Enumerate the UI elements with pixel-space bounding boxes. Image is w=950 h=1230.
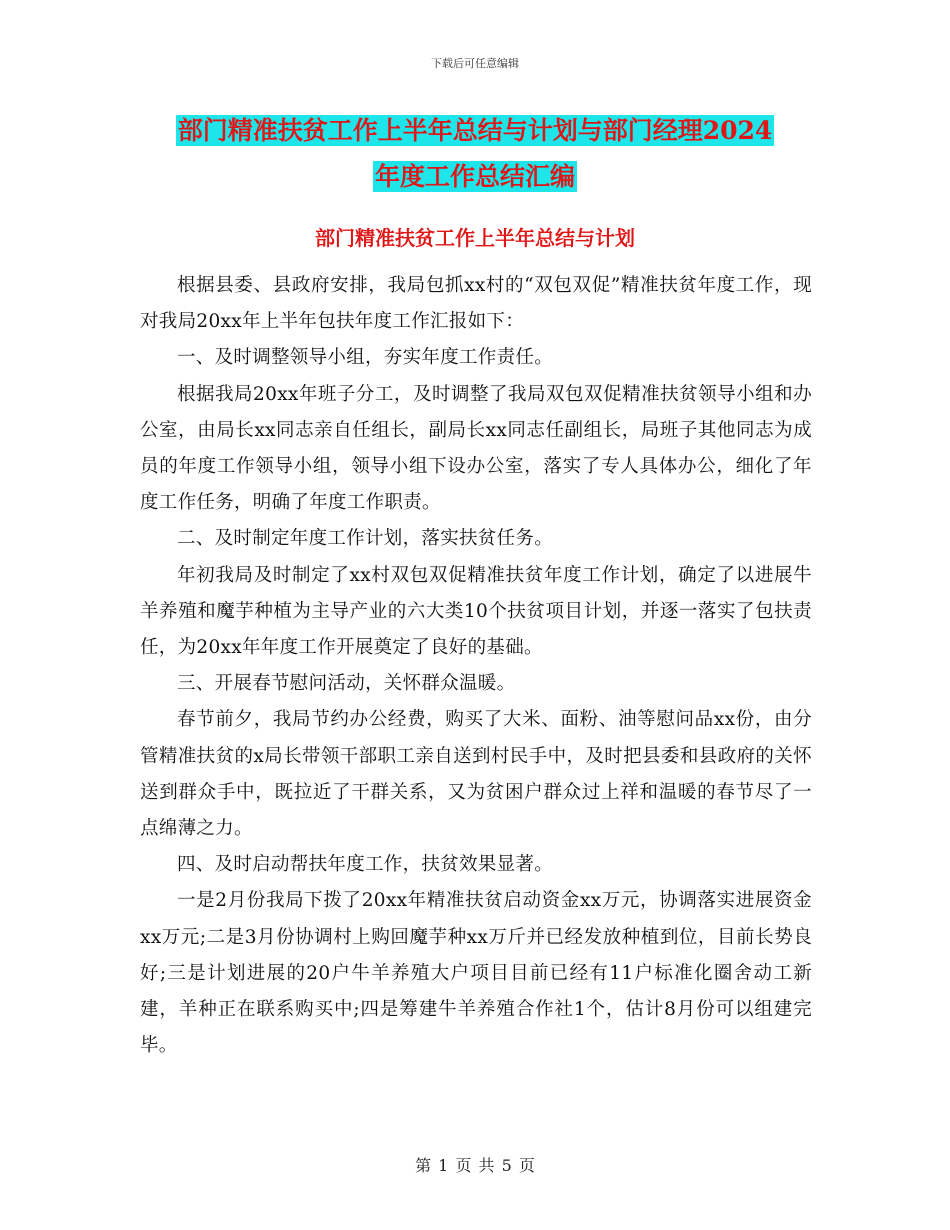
body-paragraph-1: 根据我局20xx年班子分工，及时调整了我局双包双促精准扶贫领导小组和办公室，由局长xx同志亲自任组长，副局长xx同志任副组长，局班子其他同志为成员的年度工作领导小组，领导小组下设办公室，落实了专人具体办公，细化了年度工作任务，明确了年度工作职责。 <box>140 383 812 514</box>
body-heading-3: 三、开展春节慰问活动，关怀群众温暖。 <box>177 673 516 695</box>
document-title-line-2: 年度工作总结汇编 <box>374 162 575 191</box>
body-paragraph-intro: 根据县委、县政府安排，我局包抓xx村的“双包双促”精准扶贫年度工作，现对我局20xx年上半年包扶年度工作汇报如下： <box>140 275 812 333</box>
document-title <box>0 108 950 200</box>
body-paragraph-2: 年初我局及时制定了xx村双包双促精准扶贫年度工作计划，确定了以进展牛羊养殖和魔芋种植为主导产业的六大类10个扶贫项目计划，并逐一落实了包扶责任，为20xx年年度工作开展奠定了良好的基础。 <box>140 564 812 659</box>
page-header-note: 下载后可任意编辑 <box>431 57 519 70</box>
body-heading-2: 二、及时制定年度工作计划，落实扶贫任务。 <box>177 528 554 550</box>
body-paragraph-3: 春节前夕，我局节约办公经费，购买了大米、面粉、油等慰问品xx份，由分管精准扶贫的x局长带领干部职工亲自送到村民手中，及时把县委和县政府的关怀送到群众手中，既拉近了干群关系，又为贫困户群众过上祥和温暖的春节尽了一点绵薄之力。 <box>140 709 812 840</box>
body-heading-1: 一、及时调整领导小组，夯实年度工作责任。 <box>177 347 554 369</box>
body-paragraph-4: 一是2月份我局下拨了20xx年精准扶贫启动资金xx万元，协调落实进展资金xx万元;二是3月份协调村上购回魔芋种xx万斤并已经发放种植到位，目前长势良好;三是计划进展的20户牛羊养殖大户项目目前已经有11户标准化圈舍动工新建，羊种正在联系购买中;四是筹建牛羊养殖合作社1个，估计8月份可以组建完毕。 <box>140 890 812 1057</box>
body-heading-4: 四、及时启动帮扶年度工作，扶贫效果显著。 <box>177 854 554 876</box>
section-title: 部门精准扶贫工作上半年总结与计划 <box>315 226 635 250</box>
document-title-line-1: 部门精准扶贫工作上半年总结与计划与部门经理2024 <box>177 116 773 145</box>
page-number-footer: 第 1 页 共 5 页 <box>415 1156 535 1175</box>
document-body <box>140 268 812 1064</box>
